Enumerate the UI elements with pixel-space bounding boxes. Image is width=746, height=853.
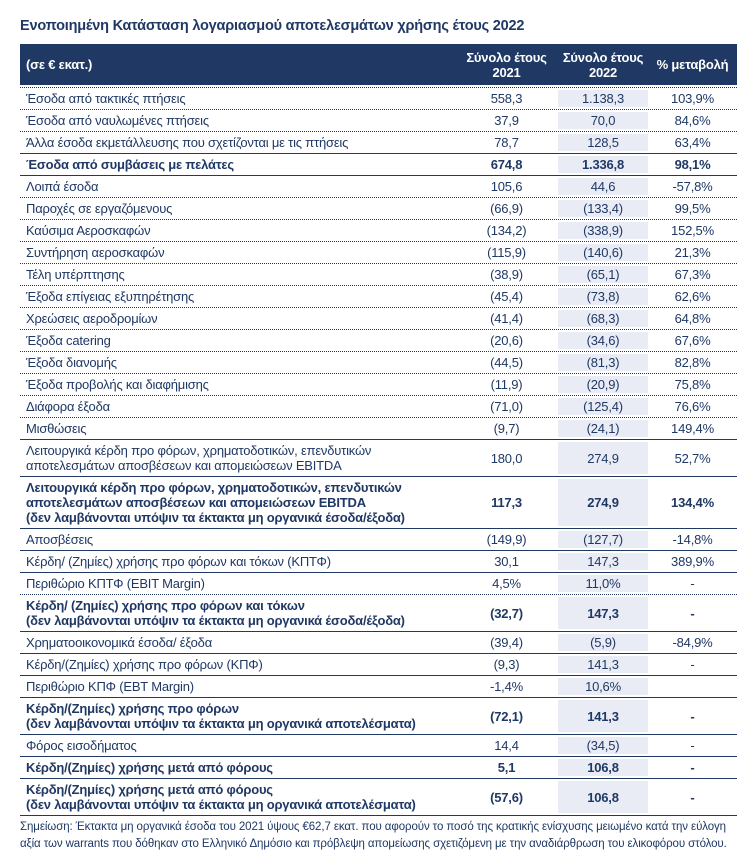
table-row <box>20 154 737 176</box>
table-body <box>20 87 737 816</box>
value-2021 <box>455 266 558 283</box>
value-2021 <box>455 531 558 548</box>
value-2022-text: 274,9 <box>587 495 619 510</box>
value-change-text: 21,3% <box>674 245 711 260</box>
value-2022-text: 141,3 <box>587 657 619 672</box>
row-label <box>20 420 455 437</box>
row-label <box>20 134 455 151</box>
value-change-text: 134,4% <box>671 495 714 510</box>
table-row <box>20 477 737 529</box>
value-2021 <box>455 656 558 673</box>
value-2022 <box>558 178 648 195</box>
value-2022 <box>558 288 648 305</box>
table-row <box>20 374 737 396</box>
table-row <box>20 88 737 110</box>
value-2021 <box>455 156 558 173</box>
value-2022 <box>558 656 648 673</box>
row-label <box>20 656 455 673</box>
value-2021 <box>455 244 558 261</box>
value-2022 <box>558 479 648 526</box>
table-row <box>20 595 737 632</box>
value-2021 <box>455 575 558 592</box>
value-2021-text: (72,1) <box>490 708 523 724</box>
row-label-text: Περιθώριο ΚΠΦ (EBT Margin) <box>26 679 194 694</box>
row-label-text: Κέρδη/(Ζημίες) χρήσης προ φόρων (ΚΠΦ) <box>26 657 263 672</box>
value-2022-text: (73,8) <box>586 289 620 304</box>
value-2021-text: 30,1 <box>494 554 519 569</box>
value-2021-text: (134,2) <box>486 223 527 238</box>
row-label <box>20 398 455 415</box>
row-label-text: Περιθώριο ΚΠΤΦ (EBIT Margin) <box>26 576 205 591</box>
table-row <box>20 176 737 198</box>
col-header-2022-line2: 2022 <box>588 64 618 80</box>
row-label <box>20 200 455 217</box>
value-2022 <box>558 112 648 129</box>
table-row <box>20 573 737 595</box>
row-label <box>20 479 455 526</box>
row-label <box>20 700 455 732</box>
value-change <box>648 222 737 239</box>
value-2021 <box>455 700 558 732</box>
row-label-text: Διάφορα έξοδα <box>26 399 110 414</box>
row-label <box>20 781 455 813</box>
value-2021-text: (41,4) <box>490 311 523 326</box>
value-2022 <box>558 332 648 349</box>
value-change-text: -84,9% <box>672 635 713 650</box>
value-change-text: 52,7% <box>674 450 711 466</box>
value-2021-text: (20,6) <box>490 333 523 348</box>
value-2022-text: 10,6% <box>585 679 621 694</box>
row-label-text: Έξοδα catering <box>26 333 111 348</box>
value-2022-text: (68,3) <box>586 311 620 326</box>
value-change-text: - <box>690 576 695 591</box>
value-2022 <box>558 553 648 570</box>
footnote: Σημείωση: Έκτακτα μη οργανικά έσοδα του 2021 ύψους €62,7 εκατ. που αφορούν το ποσό της κρατικής ενίσχυσης μειωμένο κατά την εύλογη αξία των warrants που δόθηκαν στο Ελληνικό Δημόσιο και πρόβλεψη απομείωσης σχετιζόμενη με την αναδιάρθρωση του ελικοφόρου στόλου. <box>20 821 727 850</box>
value-change <box>648 310 737 327</box>
value-2022-text: 147,3 <box>587 605 619 621</box>
value-2022 <box>558 759 648 776</box>
value-2022-text: 1.138,3 <box>582 91 624 106</box>
row-label <box>20 222 455 239</box>
value-2021 <box>455 178 558 195</box>
value-2022-text: (127,7) <box>583 532 623 547</box>
table-row <box>20 418 737 440</box>
value-change-text: 84,6% <box>674 113 711 128</box>
value-2021 <box>455 553 558 570</box>
row-label-text: Έσοδα από ναυλωμένες πτήσεις <box>26 113 209 128</box>
value-change-text: 103,9% <box>671 91 714 106</box>
value-change <box>648 90 737 107</box>
row-label-text: Κέρδη/ (Ζημίες) χρήσης προ φόρων και τόκων <box>26 598 305 613</box>
value-2021 <box>455 678 558 695</box>
row-sublabel-text: (δεν λαμβάνονται υπόψιν τα έκτακτα μη οργανικά έσοδα/έξοδα) <box>26 613 405 628</box>
value-2021 <box>455 442 558 474</box>
row-label-text: Χρηματοοικονομικά έσοδα/ έξοδα <box>26 635 213 650</box>
value-2021 <box>455 781 558 813</box>
value-2021 <box>455 134 558 151</box>
table-row <box>20 352 737 374</box>
value-change <box>648 420 737 437</box>
value-change <box>648 759 737 776</box>
table-row <box>20 396 737 418</box>
value-change <box>648 244 737 261</box>
value-change-text: 389,9% <box>671 554 714 569</box>
row-label-text: Κέρδη/(Ζημίες) χρήσης μετά από φόρους <box>26 760 273 775</box>
value-change-text: 82,8% <box>674 355 711 370</box>
col-header-2021-line2: 2021 <box>492 64 521 80</box>
value-2022 <box>558 420 648 437</box>
value-2022 <box>558 531 648 548</box>
table-row <box>20 308 737 330</box>
value-2022-text: 128,5 <box>587 135 619 150</box>
row-label <box>20 156 455 173</box>
value-change <box>648 781 737 813</box>
row-label <box>20 376 455 393</box>
value-2022 <box>558 700 648 732</box>
table-row <box>20 198 737 220</box>
value-change-text: 76,6% <box>674 399 711 414</box>
value-change-text: 75,8% <box>674 377 711 392</box>
value-2022 <box>558 310 648 327</box>
value-change-text: 152,5% <box>671 223 714 238</box>
col-header-change <box>648 44 737 85</box>
table-row <box>20 110 737 132</box>
row-label <box>20 597 455 629</box>
value-2021-text: 180,0 <box>490 450 523 466</box>
value-2022 <box>558 156 648 173</box>
value-2022-text: (133,4) <box>583 201 623 216</box>
value-2021 <box>455 634 558 651</box>
value-change-text: - <box>690 708 695 724</box>
value-2022-text: 106,8 <box>587 789 619 805</box>
table-row <box>20 286 737 308</box>
value-change-text: 149,4% <box>671 421 714 436</box>
value-2022-text: 147,3 <box>587 554 619 569</box>
table-row <box>20 698 737 735</box>
value-change <box>648 156 737 173</box>
row-label <box>20 90 455 107</box>
value-2021 <box>455 332 558 349</box>
value-change-text: 62,6% <box>674 289 711 304</box>
col-header-2021-line1: Σύνολο έτους <box>466 49 547 65</box>
row-label <box>20 553 455 570</box>
col-header-unit <box>20 44 455 85</box>
row-label-text: Χρεώσεις αεροδρομίων <box>26 311 158 326</box>
value-2022-text: (338,9) <box>583 223 623 238</box>
value-2022-text: (65,1) <box>586 267 620 282</box>
value-change <box>648 656 737 673</box>
table-row <box>20 330 737 352</box>
value-change-text: - <box>690 605 695 621</box>
table-row <box>20 132 737 154</box>
row-label-text: Κέρδη/(Ζημίες) χρήσης προ φόρων <box>26 701 239 716</box>
row-label-text: Έξοδα επίγειας εξυπηρέτησης <box>26 289 195 304</box>
row-label-text: Λοιπά έσοδα <box>26 179 99 194</box>
table-header-row <box>20 44 737 85</box>
value-2021-text: 117,3 <box>491 495 522 510</box>
value-2022-text: (140,6) <box>583 245 623 260</box>
row-label <box>20 531 455 548</box>
row-label <box>20 575 455 592</box>
value-2022 <box>558 634 648 651</box>
row-label-text: Παροχές σε εργαζόμενους <box>26 201 173 216</box>
value-2021 <box>455 376 558 393</box>
value-2021 <box>455 288 558 305</box>
value-2021-text: (71,0) <box>490 399 523 414</box>
row-label-text: Κέρδη/ (Ζημίες) χρήσης προ φόρων και τόκων (ΚΠΤΦ) <box>26 554 331 569</box>
table-row <box>20 551 737 573</box>
value-2022 <box>558 266 648 283</box>
value-2022 <box>558 244 648 261</box>
value-2021-text: -1,4% <box>490 679 523 694</box>
value-2021 <box>455 112 558 129</box>
value-2021 <box>455 310 558 327</box>
value-2022 <box>558 678 648 695</box>
value-2021 <box>455 354 558 371</box>
value-2021-text: (149,9) <box>486 532 527 547</box>
value-2022 <box>558 575 648 592</box>
value-2021-text: 37,9 <box>494 113 519 128</box>
value-change <box>648 134 737 151</box>
value-2022 <box>558 200 648 217</box>
row-label <box>20 332 455 349</box>
value-2021-text: (115,9) <box>487 245 526 260</box>
row-label-text: Έσοδα από τακτικές πτήσεις <box>26 91 186 106</box>
col-header-2022-line1: Σύνολο έτους <box>562 49 644 65</box>
value-2021-text: 14,4 <box>494 738 519 753</box>
value-2022-text: (125,4) <box>583 399 623 414</box>
row-label <box>20 634 455 651</box>
value-change-text: 67,6% <box>674 333 711 348</box>
table-row <box>20 757 737 779</box>
value-2021-text: (66,9) <box>490 201 523 216</box>
value-change <box>648 398 737 415</box>
value-2021 <box>455 398 558 415</box>
value-change <box>648 553 737 570</box>
table-row <box>20 264 737 286</box>
row-label-text: Λειτουργικά κέρδη προ φόρων, χρηματοδοτικών, επενδυτικών αποτελεσμάτων αποσβέσεων και απομειώσεων EBITDA <box>26 480 402 510</box>
col-header-2021 <box>455 44 558 85</box>
row-label-text: Συντήρηση αεροσκαφών <box>26 245 165 260</box>
row-label <box>20 759 455 776</box>
value-change-text: 98,1% <box>674 157 711 172</box>
value-change-text: - <box>690 760 695 775</box>
table-row <box>20 632 737 654</box>
value-2021-text: 674,8 <box>490 157 523 172</box>
value-change-text: - <box>690 789 695 805</box>
table-row <box>20 529 737 551</box>
value-2021-text: 5,1 <box>497 760 516 775</box>
value-2022-text: 44,6 <box>590 179 616 194</box>
value-2021-text: 105,6 <box>490 179 523 194</box>
value-2021-text: (44,5) <box>490 355 523 370</box>
value-change <box>648 376 737 393</box>
col-header-2022 <box>558 44 648 85</box>
row-label <box>20 442 455 474</box>
value-change <box>648 178 737 195</box>
col-header-change-label: % μεταβολή <box>656 57 729 72</box>
row-label <box>20 266 455 283</box>
value-2021 <box>455 759 558 776</box>
value-change-text: - <box>690 657 695 672</box>
value-2022-text: 106,8 <box>587 760 619 775</box>
value-2022 <box>558 442 648 474</box>
row-sublabel-text: (δεν λαμβάνονται υπόψιν τα έκτακτα μη οργανικά αποτελέσματα) <box>26 797 416 812</box>
table-row <box>20 654 737 676</box>
row-label-text: Έσοδα από συμβάσεις με πελάτες <box>26 157 234 172</box>
row-label-text: Αποσβέσεις <box>26 532 93 547</box>
value-2022-text: (20,9) <box>586 377 620 392</box>
value-change-text: 63,4% <box>674 135 711 150</box>
value-2021-text: 78,7 <box>494 135 519 150</box>
value-2021-text: 4,5% <box>492 576 521 591</box>
table-row <box>20 440 737 477</box>
value-2021 <box>455 479 558 526</box>
value-2022-text: (5,9) <box>590 635 616 650</box>
table-row <box>20 735 737 757</box>
value-change-text: -57,8% <box>672 179 713 194</box>
value-2021-text: (9,7) <box>493 421 520 436</box>
value-2022 <box>558 222 648 239</box>
value-2022-text: (34,5) <box>586 738 620 753</box>
row-label-text: Έξοδα προβολής και διαφήμισης <box>26 377 209 392</box>
income-statement-table <box>20 44 737 816</box>
value-2021-text: (32,7) <box>490 605 523 621</box>
value-change <box>648 354 737 371</box>
page-title: Ενοποιημένη Κατάσταση λογαριασμού αποτελεσμάτων χρήσης έτους 2022 <box>20 18 525 34</box>
value-2021 <box>455 90 558 107</box>
value-2021-text: 558,3 <box>490 91 523 106</box>
value-2022-text: (24,1) <box>586 421 620 436</box>
table-row <box>20 676 737 698</box>
row-label <box>20 737 455 754</box>
value-2021 <box>455 597 558 629</box>
value-2021-text: (57,6) <box>490 789 523 805</box>
row-label <box>20 244 455 261</box>
value-change <box>648 442 737 474</box>
row-label-text: Φόρος εισοδήματος <box>26 738 137 753</box>
value-2021-text: (39,4) <box>490 635 523 650</box>
value-change <box>648 700 737 732</box>
row-label <box>20 178 455 195</box>
unit-label: (σε € εκατ.) <box>26 57 93 72</box>
row-sublabel-text: (δεν λαμβάνονται υπόψιν τα έκτακτα μη οργανικά έσοδα/έξοδα) <box>26 510 405 525</box>
row-label <box>20 354 455 371</box>
row-label <box>20 678 455 695</box>
value-change-text: -14,8% <box>672 532 713 547</box>
value-2021-text: (11,9) <box>490 377 523 392</box>
value-change <box>648 332 737 349</box>
value-2021-text: (38,9) <box>490 267 523 282</box>
value-2021 <box>455 737 558 754</box>
value-change-text: 64,8% <box>674 311 711 326</box>
value-2021 <box>455 222 558 239</box>
row-label-text: Μισθώσεις <box>26 421 87 436</box>
value-change <box>648 678 737 695</box>
row-label <box>20 288 455 305</box>
value-2022-text: (34,6) <box>586 333 620 348</box>
value-2022-text: (81,3) <box>586 355 620 370</box>
value-change-text: 67,3% <box>674 267 711 282</box>
value-2022 <box>558 376 648 393</box>
value-2021-text: (9,3) <box>493 657 520 672</box>
value-2022 <box>558 737 648 754</box>
row-sublabel-text: (δεν λαμβάνονται υπόψιν τα έκτακτα μη οργανικά αποτελέσματα) <box>26 716 416 731</box>
row-label <box>20 112 455 129</box>
value-change <box>648 288 737 305</box>
value-2022 <box>558 134 648 151</box>
table-row <box>20 242 737 264</box>
value-change <box>648 112 737 129</box>
row-label-text: Καύσιμα Αεροσκαφών <box>26 223 151 238</box>
value-2022-text: 274,9 <box>587 450 619 466</box>
value-2022-text: 11,0% <box>585 576 621 591</box>
value-change <box>648 266 737 283</box>
table-row <box>20 220 737 242</box>
value-change <box>648 737 737 754</box>
value-change-text: 99,5% <box>674 201 711 216</box>
value-change <box>648 479 737 526</box>
value-2022 <box>558 781 648 813</box>
row-label-text: Λειτουργικά κέρδη προ φόρων, χρηματοδοτικών, επενδυτικών αποτελεσμάτων αποσβέσεων και απομειώσεων EBITDA <box>26 443 372 473</box>
value-2022-text: 1.336,8 <box>582 157 624 172</box>
value-change-text: - <box>690 738 695 753</box>
value-change <box>648 200 737 217</box>
value-2022 <box>558 354 648 371</box>
value-change <box>648 634 737 651</box>
row-label-text: Έξοδα διανομής <box>26 355 117 370</box>
value-2022 <box>558 398 648 415</box>
value-2022-text: 70,0 <box>590 113 616 128</box>
value-change <box>648 597 737 629</box>
row-label-text: Τέλη υπέρπτησης <box>26 267 125 282</box>
value-change <box>648 531 737 548</box>
value-2022 <box>558 90 648 107</box>
value-2021 <box>455 420 558 437</box>
value-2021-text: (45,4) <box>490 289 523 304</box>
value-2021 <box>455 200 558 217</box>
row-label-text: Κέρδη/(Ζημίες) χρήσης μετά από φόρους <box>26 782 273 797</box>
value-2022 <box>558 597 648 629</box>
value-change <box>648 575 737 592</box>
value-2022-text: 141,3 <box>587 708 619 724</box>
row-label <box>20 310 455 327</box>
row-label-text: Άλλα έσοδα εκμετάλλευσης που σχετίζονται με τις πτήσεις <box>26 135 349 150</box>
